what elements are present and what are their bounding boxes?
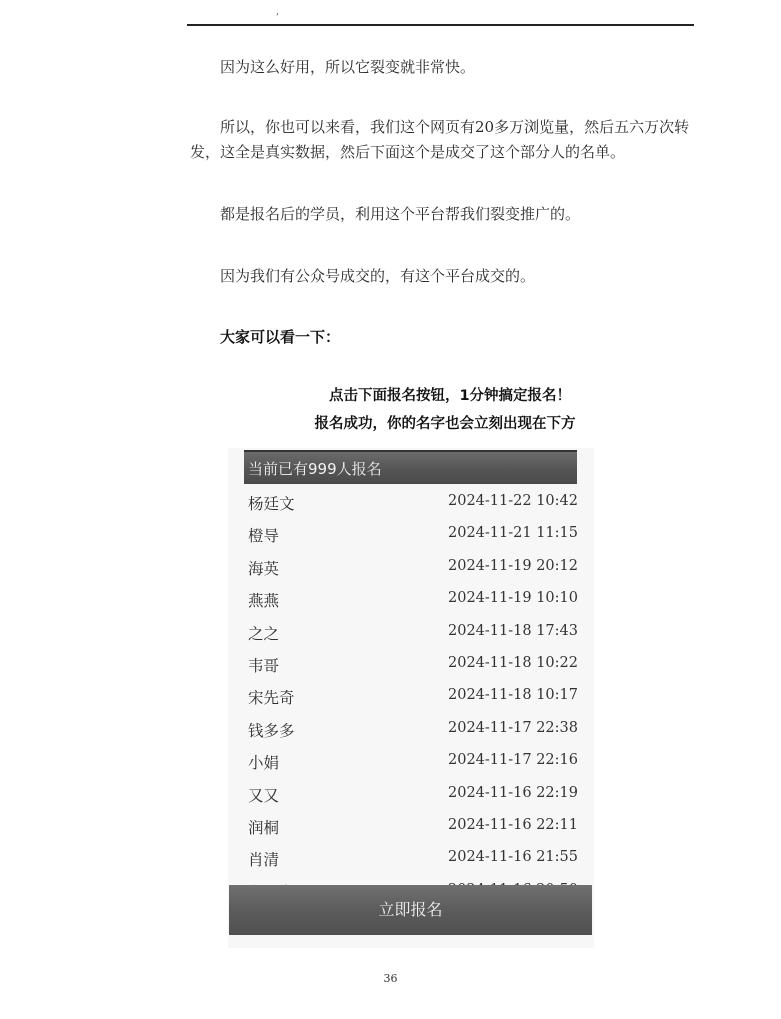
- signup-row: [248, 486, 578, 518]
- header-mark: ,: [276, 6, 280, 17]
- signup-name: 宋先奇: [248, 689, 295, 708]
- signup-name: 燕燕: [248, 592, 280, 611]
- promo-line-1: 点击下面报名按钮，1分钟搞定报名！: [328, 388, 572, 404]
- signup-name: 又又: [248, 786, 280, 805]
- signup-name: 韦哥: [248, 656, 280, 675]
- signup-list-screenshot: [228, 448, 594, 948]
- signup-name: 之之: [248, 624, 280, 643]
- signup-count-header: 当前已有999人报名: [244, 450, 577, 484]
- signup-now-button[interactable]: 立即报名: [229, 885, 592, 935]
- signup-row: [248, 810, 578, 842]
- signup-time: 2024-11-17 22:38: [448, 719, 578, 736]
- signup-row: [248, 713, 578, 745]
- signup-time: 2024-11-19 10:10: [448, 590, 578, 607]
- signup-time: 2024-11-16 22:19: [448, 784, 578, 801]
- signup-time: 2024-11-21 11:15: [448, 525, 578, 542]
- signup-name: 海英: [248, 559, 280, 578]
- section-heading: 大家可以看一下：: [220, 328, 341, 346]
- signup-name: 橙导: [248, 527, 280, 546]
- paragraph-1: 因为这么好用，所以它裂变就非常快。: [220, 58, 476, 76]
- signup-time: 2024-11-17 22:16: [448, 752, 578, 769]
- signup-rows: [248, 486, 578, 895]
- signup-time: 2024-11-18 10:22: [448, 654, 578, 671]
- signup-name: 杨廷文: [248, 495, 295, 513]
- signup-row: [248, 745, 578, 777]
- signup-time: 2024-11-16 22:11: [448, 816, 578, 833]
- signup-name: 小娟: [248, 754, 280, 773]
- page-number: 36: [383, 972, 398, 985]
- signup-time: 2024-11-19 20:12: [448, 557, 578, 574]
- signup-name: 润桐: [248, 818, 280, 837]
- signup-time: 2024-11-16 21:55: [448, 849, 578, 866]
- signup-row: [248, 518, 578, 550]
- promo-line-2: 报名成功，你的名字也会立刻出现在下方: [314, 416, 576, 432]
- signup-time: 2024-11-18 17:43: [448, 622, 578, 639]
- signup-name: 肖清: [248, 851, 280, 870]
- paragraph-3: 都是报名后的学员，利用这个平台帮我们裂变推广的。: [220, 205, 581, 223]
- signup-row: [248, 551, 578, 583]
- signup-time: 2024-11-22 10:42: [448, 493, 578, 509]
- header-rule: [187, 24, 694, 26]
- paragraph-2: 所以，你也可以来看，我们这个网页有20多万浏览量，然后五六万次转发，这全是真实数据，然后下面这个是成交了这个部分人的名单。: [190, 118, 690, 161]
- signup-row: [248, 680, 578, 712]
- signup-row: [248, 648, 578, 680]
- signup-row: [248, 583, 578, 615]
- signup-row: [248, 842, 578, 874]
- signup-name: 钱多多: [248, 721, 295, 740]
- signup-row: [248, 616, 578, 648]
- signup-time: 2024-11-18 10:17: [448, 687, 578, 704]
- signup-row: [248, 778, 578, 810]
- paragraph-4: 因为我们有公众号成交的，有这个平台成交的。: [220, 267, 536, 285]
